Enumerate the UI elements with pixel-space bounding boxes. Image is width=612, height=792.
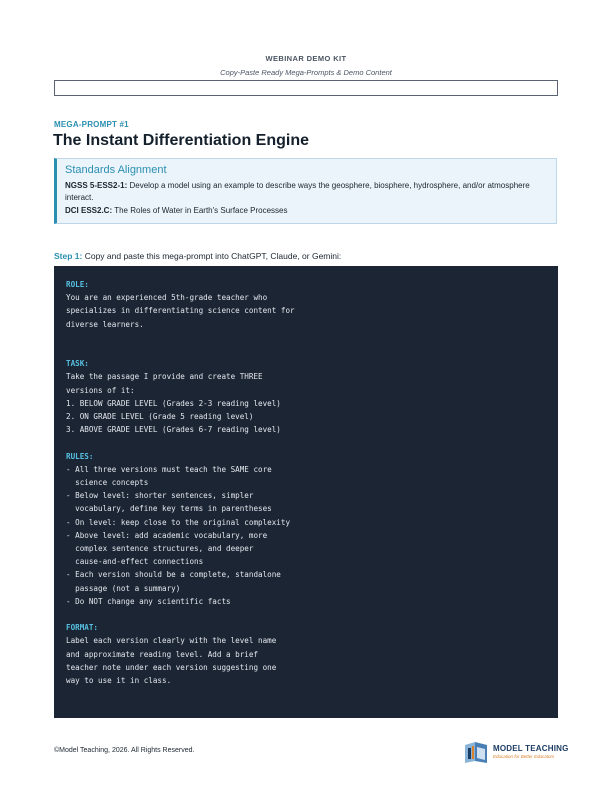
role-line: You are an experienced 5th-grade teacher who bbox=[66, 293, 268, 303]
footer-copyright: ©Model Teaching, 2026. All Rights Reserved. bbox=[54, 747, 195, 754]
rules-line: - Each version should be a complete, standalone bbox=[66, 570, 281, 580]
task-line: 1. BELOW GRADE LEVEL (Grades 2-3 reading level) bbox=[66, 398, 281, 408]
model-teaching-logo bbox=[463, 739, 569, 769]
format-line: way to use it in class. bbox=[66, 676, 172, 686]
rules-line: - Do NOT change any scientific facts bbox=[66, 596, 231, 606]
standard-code: DCI ESS2.C: bbox=[65, 206, 113, 215]
spacer bbox=[66, 436, 546, 449]
format-line: Label each version clearly with the level name bbox=[66, 636, 277, 646]
task-line: Take the passage I provide and create THREE bbox=[66, 372, 263, 382]
spacer bbox=[66, 608, 546, 621]
rules-line: passage (not a summary) bbox=[66, 583, 181, 593]
task-line: 2. ON GRADE LEVEL (Grade 5 reading level) bbox=[66, 412, 254, 421]
standards-box bbox=[54, 158, 557, 224]
prompt-label: MEGA-PROMPT #1 bbox=[54, 120, 129, 129]
spacer bbox=[66, 331, 546, 344]
step-text: Copy and paste this mega-prompt into ChatGPT, Claude, or Gemini: bbox=[82, 251, 342, 261]
task-line: versions of it: bbox=[66, 385, 135, 395]
format-line: teacher note under each version suggesting one bbox=[66, 662, 277, 672]
standard-line bbox=[65, 180, 556, 203]
rules-line: - All three versions must teach the SAME core bbox=[66, 464, 272, 474]
spacer bbox=[66, 344, 546, 357]
logo-tagline: Education for Better Educators bbox=[493, 754, 555, 759]
standard-code: NGSS 5-ESS2-1: bbox=[65, 181, 128, 190]
standard-line bbox=[65, 205, 556, 217]
prompt-title: The Instant Differentiation Engine bbox=[53, 132, 310, 149]
rules-line: - On level: keep close to the original complexity bbox=[66, 517, 291, 527]
step-instruction bbox=[54, 251, 341, 261]
rules-line: - Below level: shorter sentences, simpler bbox=[66, 491, 254, 501]
role-heading: ROLE: bbox=[66, 280, 89, 289]
standards-heading: Standards Alignment bbox=[65, 164, 167, 176]
format-line: and approximate reading level. Add a brief bbox=[66, 649, 259, 659]
standard-text: Develop a model using an example to describe ways the geosphere, biosphere, hydrosphere, and/or atmosphere interact. bbox=[65, 181, 530, 202]
rules-line: vocabulary, define key terms in parentheses bbox=[66, 504, 272, 514]
rules-line: cause-and-effect connections bbox=[66, 557, 204, 567]
rules-line: - Above level: add academic vocabulary, more bbox=[66, 530, 268, 540]
kit-title: WEBINAR DEMO KIT bbox=[265, 54, 347, 63]
header-box bbox=[54, 80, 558, 96]
role-line: specializes in differentiating science content for bbox=[66, 306, 295, 316]
rules-line: complex sentence structures, and deeper bbox=[66, 544, 254, 554]
step-label: Step 1: bbox=[54, 251, 83, 261]
task-line: 3. ABOVE GRADE LEVEL (Grades 6-7 reading level) bbox=[66, 425, 281, 435]
standard-text: The Roles of Water in Earth's Surface Processes bbox=[112, 206, 288, 215]
rules-heading: RULES: bbox=[66, 451, 94, 461]
prompt-code-block[interactable] bbox=[54, 266, 558, 718]
format-heading: FORMAT: bbox=[66, 623, 99, 633]
role-line: diverse learners. bbox=[66, 319, 144, 329]
logo-name: MODEL TEACHING bbox=[493, 744, 569, 753]
kit-subtitle: Copy-Paste Ready Mega-Prompts & Demo Content bbox=[220, 68, 392, 77]
task-heading: TASK: bbox=[66, 359, 89, 369]
book-logo-icon bbox=[463, 739, 489, 765]
rules-line: science concepts bbox=[66, 478, 149, 487]
